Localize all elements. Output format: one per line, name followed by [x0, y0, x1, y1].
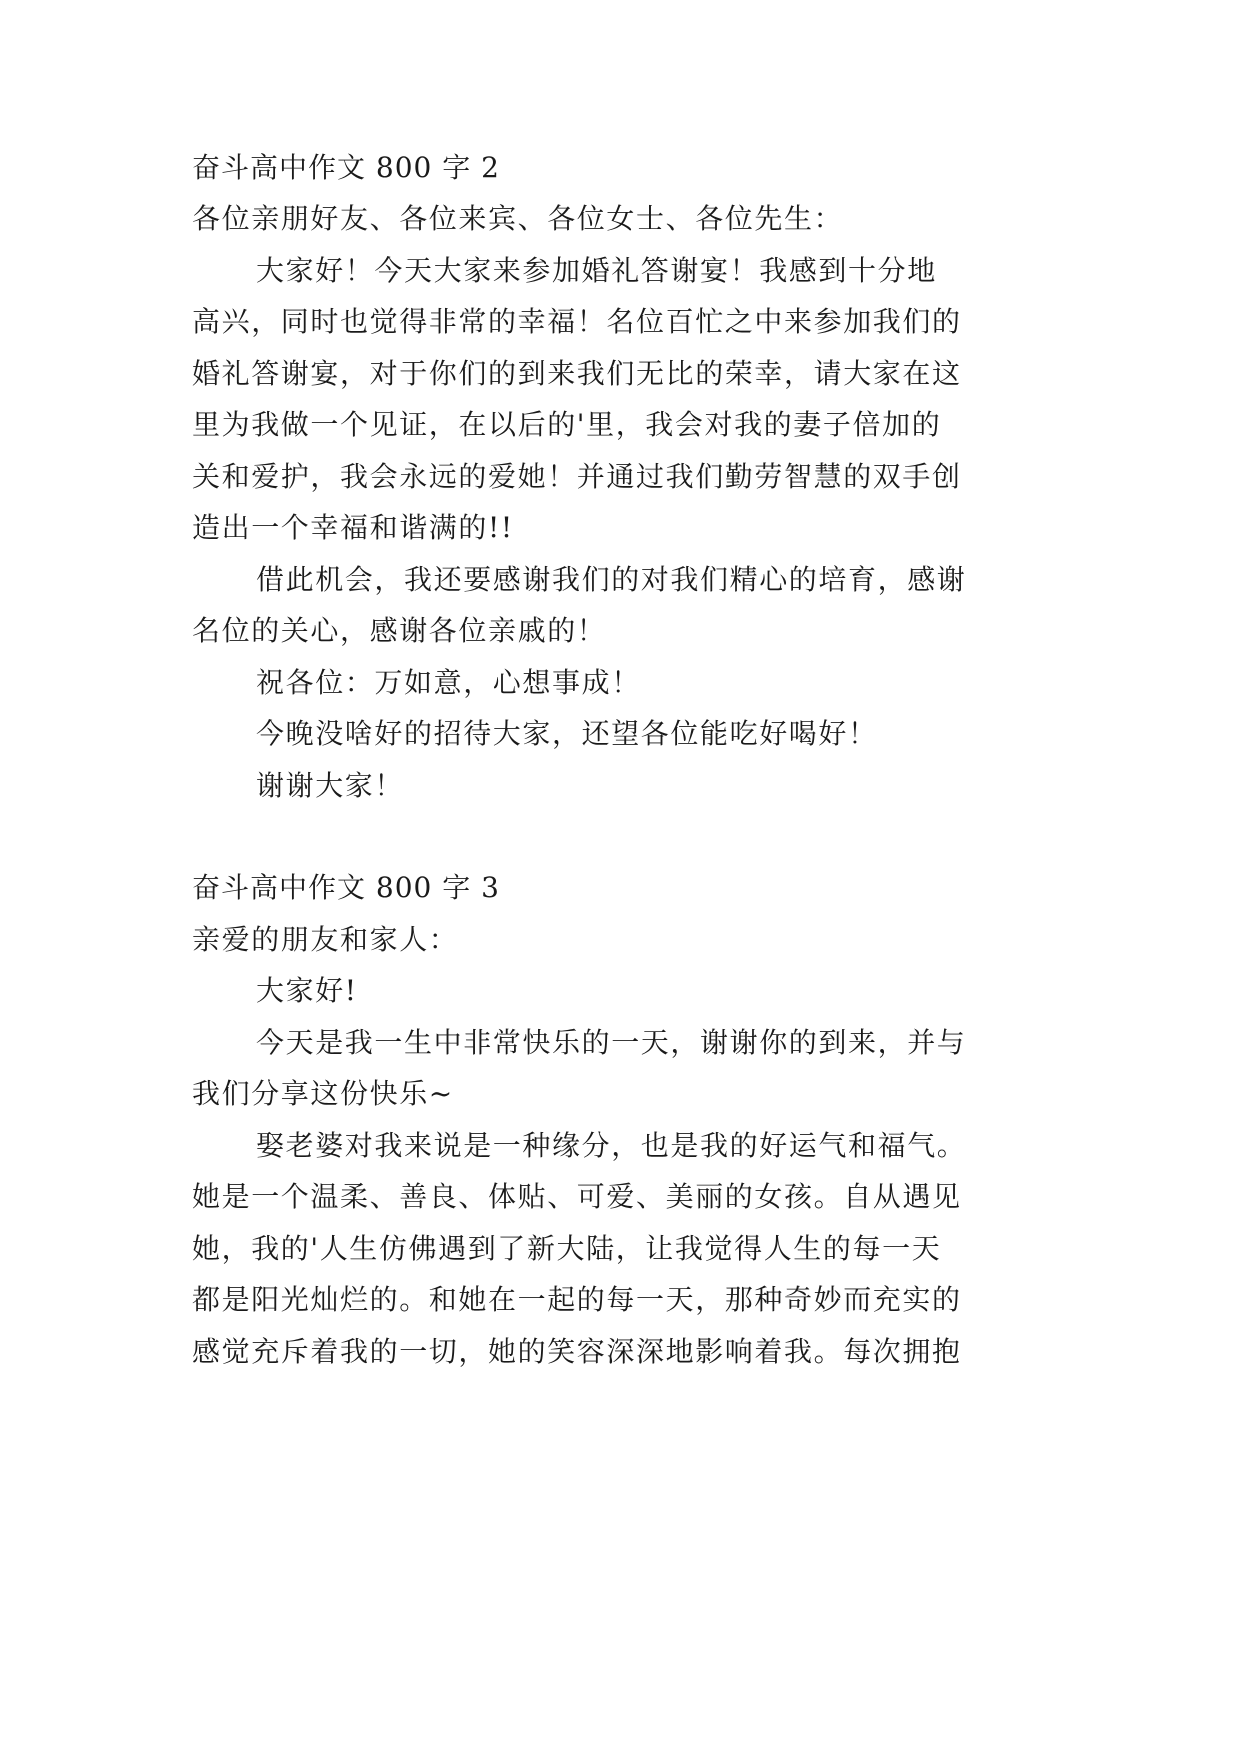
section2-p2-line2: 名位的关心，感谢各位亲戚的！: [192, 614, 607, 647]
section3-p2-line2: 我们分享这份快乐~: [192, 1077, 454, 1110]
section3-title: 奋斗高中作文 800 字 3: [192, 871, 500, 904]
section3-p3-line4: 都是阳光灿烂的。和她在一起的每一天，那种奇妙而充实的: [192, 1283, 962, 1316]
section2-p5: 谢谢大家！: [256, 769, 405, 802]
section3-p3-line5: 感觉充斥着我的一切，她的笑容深深地影响着我。每次拥抱: [192, 1335, 962, 1368]
section2-p3: 祝各位：万如意，心想事成！: [256, 666, 641, 699]
section2-p1-line4: 里为我做一个见证，在以后的'里，我会对我的妻子倍加的: [192, 408, 942, 441]
section2-p1-line2: 高兴，同时也觉得非常的幸福！名位百忙之中来参加我们的: [192, 305, 962, 338]
section2-salutation: 各位亲朋好友、各位来宾、各位女士、各位先生：: [192, 202, 844, 235]
section3-p1: 大家好!: [256, 974, 358, 1007]
section3-p3-line1: 娶老婆对我来说是一种缘分，也是我的好运气和福气。: [256, 1129, 967, 1162]
section3-salutation: 亲爱的朋友和家人：: [192, 923, 459, 956]
section2-p1-line1: 大家好！今天大家来参加婚礼答谢宴！我感到十分地: [256, 254, 937, 287]
section3-p3-line3: 她，我的'人生仿佛遇到了新大陆，让我觉得人生的每一天: [192, 1232, 942, 1265]
section3-p3-line2: 她是一个温柔、善良、体贴、可爱、美丽的女孩。自从遇见: [192, 1180, 962, 1213]
section3-p2-line1: 今天是我一生中非常快乐的一天，谢谢你的到来，并与: [256, 1026, 967, 1059]
section2-p1-line5: 关和爱护，我会永远的爱她！并通过我们勤劳智慧的双手创: [192, 460, 962, 493]
section2-p1-line3: 婚礼答谢宴，对于你们的到来我们无比的荣幸，请大家在这: [192, 357, 962, 390]
section2-p2-line1: 借此机会，我还要感谢我们的对我们精心的培育，感谢: [256, 563, 967, 596]
section2-p1-line6: 造出一个幸福和谐满的!!: [192, 511, 514, 544]
section2-title: 奋斗高中作文 800 字 2: [192, 151, 500, 184]
section2-p4: 今晚没啥好的招待大家，还望各位能吃好喝好！: [256, 717, 878, 750]
